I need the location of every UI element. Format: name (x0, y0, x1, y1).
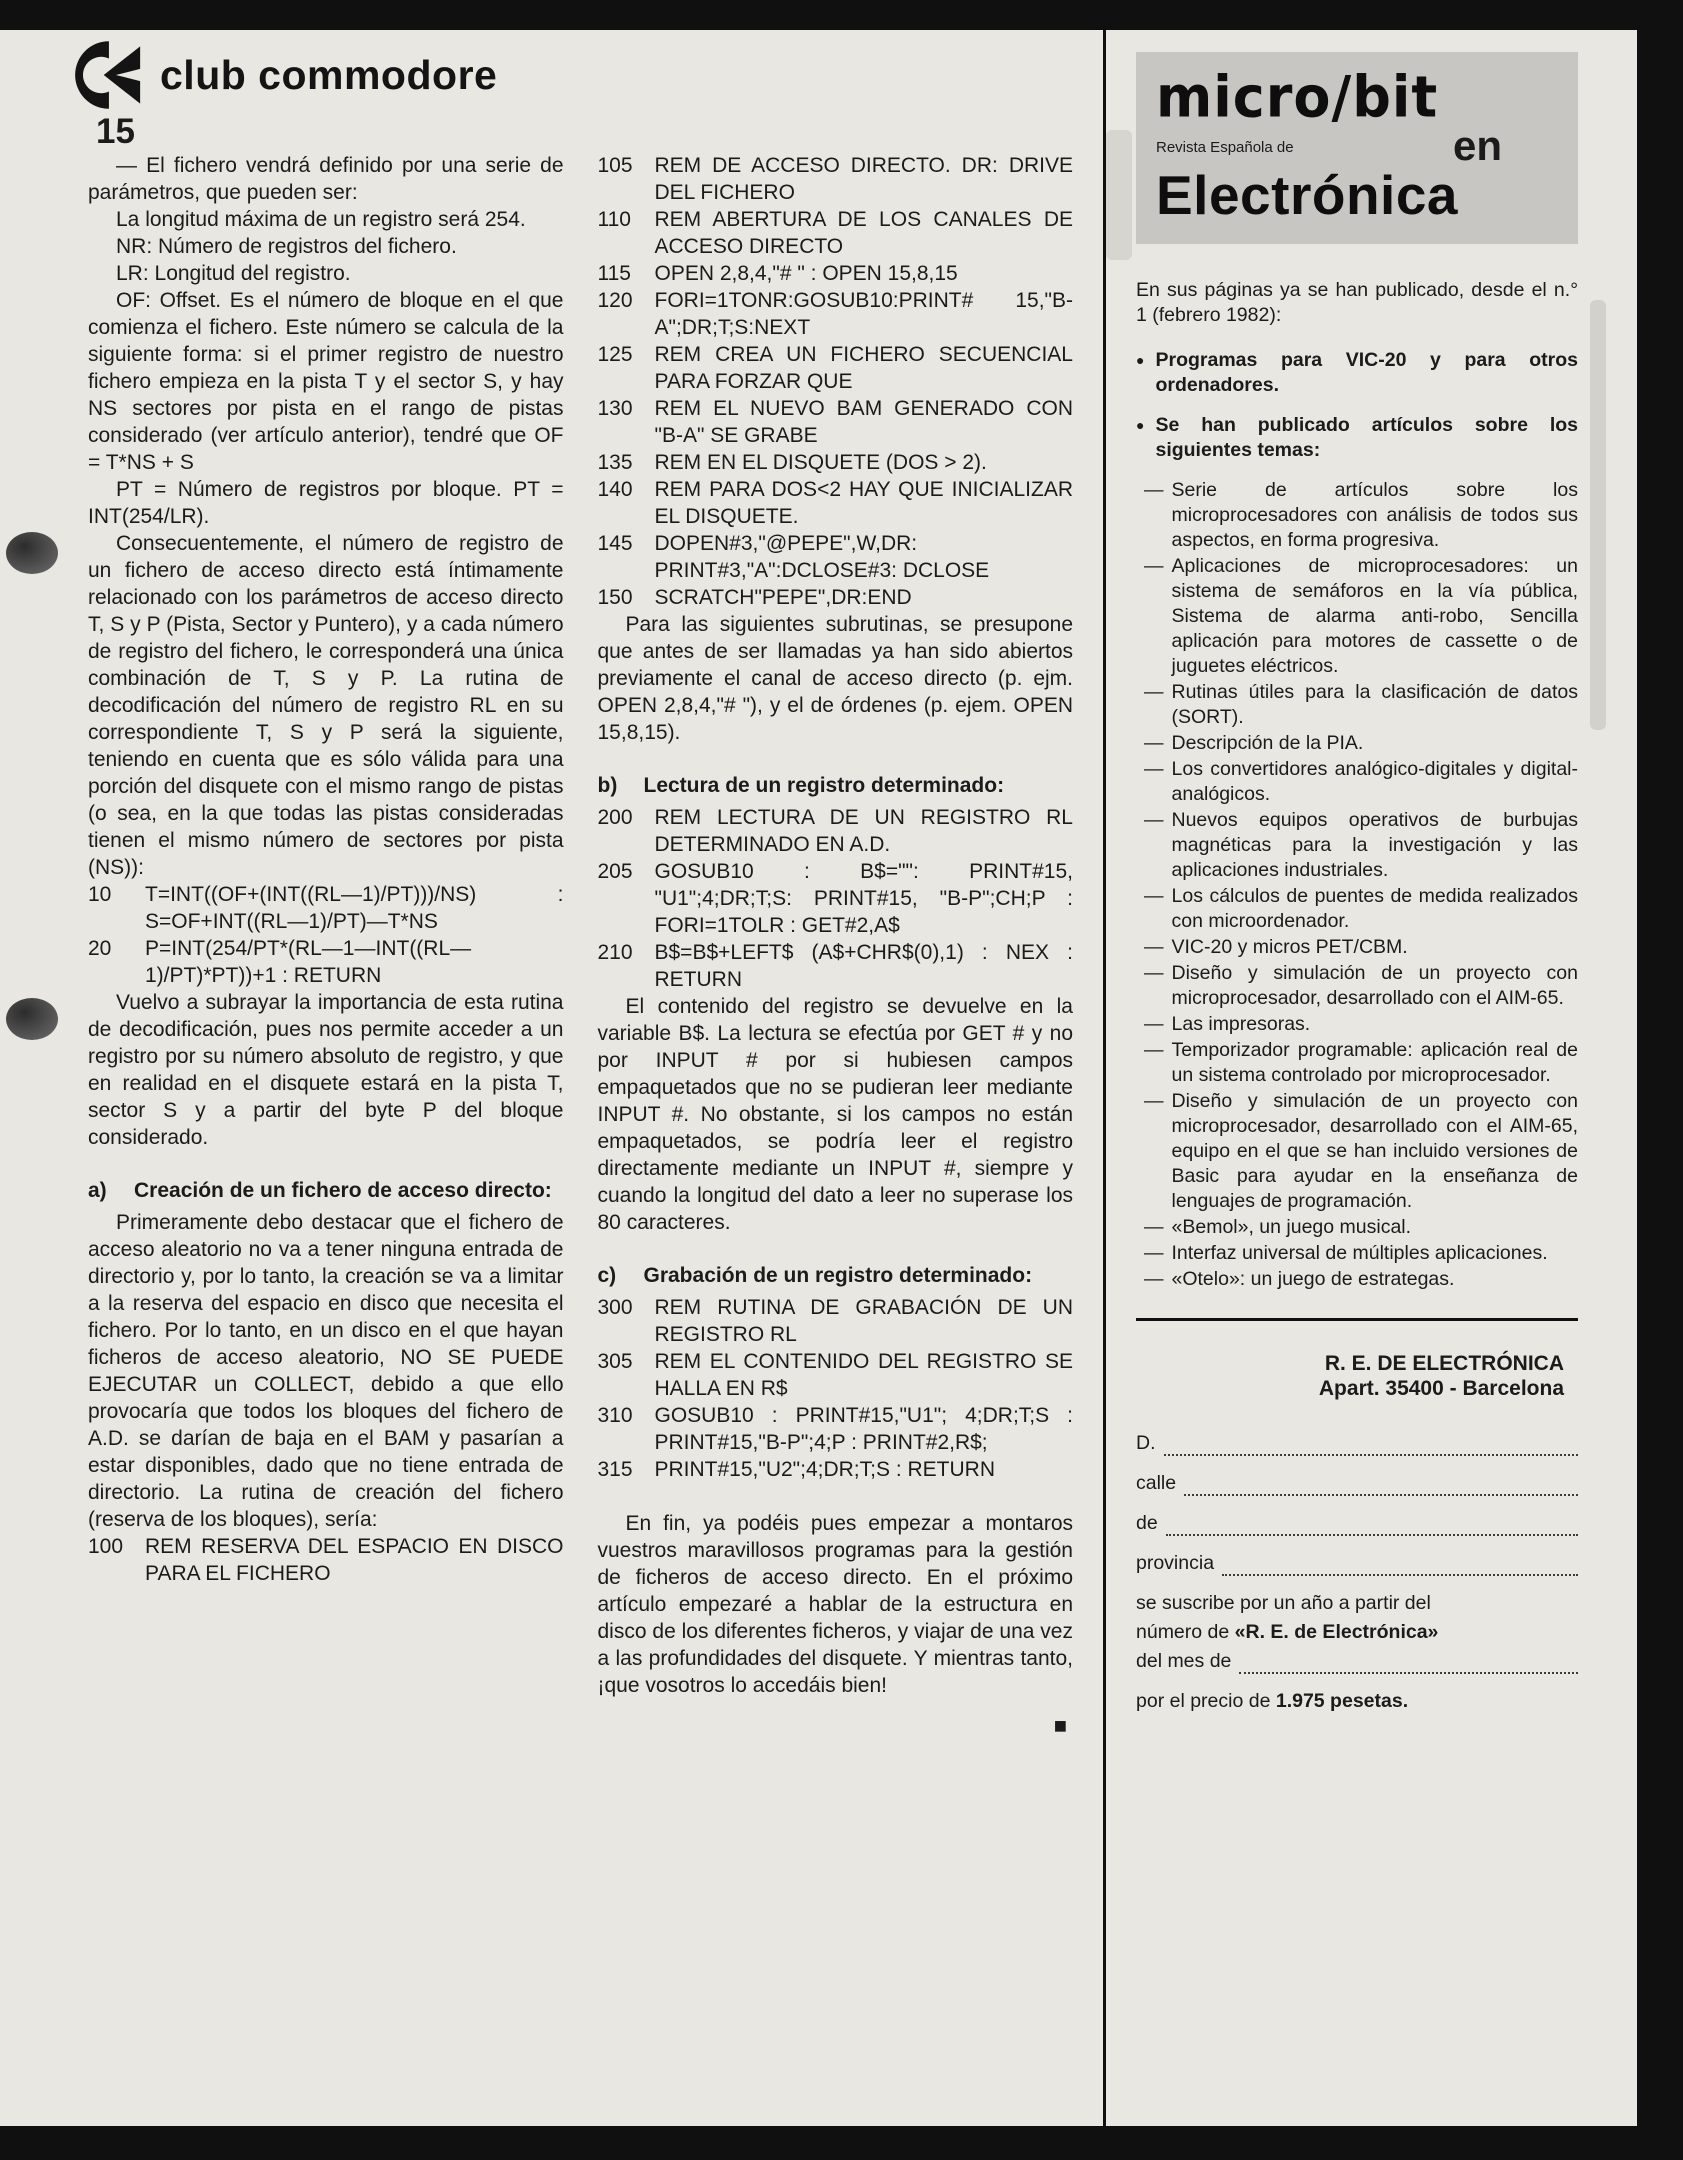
sidebar-bullet-list (1136, 348, 1578, 463)
line-number: 100 (88, 1535, 124, 1558)
form-fields (1136, 1431, 1578, 1576)
topic-item (1136, 935, 1578, 960)
line-number: 110 (597, 208, 631, 231)
top-border (0, 0, 1683, 30)
subscription-line-2 (1136, 1620, 1578, 1645)
topic-item (1136, 1267, 1578, 1292)
paragraph (598, 611, 1074, 746)
page-header (58, 36, 497, 114)
topic-text: «Otelo»: un juego de estrategas. (1171, 1268, 1455, 1290)
topic-text: Temporizador programable: aplicación real de un sistema controlado por microprocesador. (1171, 1039, 1578, 1086)
line-number: 200 (597, 806, 633, 829)
line-number: 115 (597, 262, 631, 285)
line-number: 105 (597, 154, 633, 177)
paragraph (598, 206, 1074, 260)
hole-punch-top (6, 532, 58, 574)
paragraph (88, 1533, 564, 1587)
dash-icon: — (1144, 809, 1164, 831)
line-number: a) (88, 1179, 107, 1202)
paragraph-text: REM RESERVA DEL ESPACIO EN DISCO PARA EL FICHERO (145, 1535, 564, 1585)
line-number: 20 (88, 937, 112, 960)
topic-item (1136, 1089, 1578, 1214)
paragraph-text: — El fichero vendrá definido por una serie de parámetros, que pueden ser: (88, 154, 564, 204)
paragraph (88, 287, 564, 476)
magazine-ad-sidebar (1136, 52, 1578, 1718)
dash-icon: — (1144, 732, 1164, 754)
paragraph (88, 1177, 564, 1204)
paragraph (598, 395, 1074, 449)
dash-icon: — (1144, 555, 1164, 577)
topic-text: VIC-20 y micros PET/CBM. (1171, 936, 1408, 958)
paragraph-text: OPEN 2,8,4,"# " : OPEN 15,8,15 (654, 262, 958, 285)
paragraph-text: FORI=1TONR:GOSUB10:PRINT# 15,"B-A";DR;T;S:NEXT (654, 289, 1073, 339)
paragraph (88, 260, 564, 287)
paragraph-text: En fin, ya podéis pues empezar a montaros vuestros maravillosos programas para la gestión de ficheros de acceso directo. En el próximo artículo empezaré a hablar de la estructura en disco de los diferentes ficheros, y viajar de una vez a las profundidades del disquete. Y mientras tanto, ¡que vosotros lo accedáis bien! (597, 1512, 1073, 1697)
paragraph (88, 989, 564, 1151)
paragraph-text: T=INT((OF+(INT((RL—1)/PT)))/NS) : S=OF+INT((RL—1)/PT)—T*NS (145, 883, 564, 933)
subscription-line-1: se suscribe por un año a partir del (1136, 1592, 1431, 1614)
dash-icon: — (1144, 885, 1164, 907)
article-column-2 (598, 152, 1074, 1739)
topic-text: Diseño y simulación de un proyecto con microprocesador, desarrollado con el AIM-65. (1171, 962, 1578, 1009)
bottom-border (0, 2126, 1683, 2160)
paragraph (598, 449, 1074, 476)
paragraph-text: REM DE ACCESO DIRECTO. DR: DRIVE DEL FICHERO (654, 154, 1073, 204)
dash-icon: — (1144, 1216, 1164, 1238)
topic-text: Aplicaciones de microprocesadores: un sistema de semáforos en la vía pública, Sistema de alarma anti-robo, Sencilla aplicación para motores de cassette o de juguetes eléctricos. (1171, 555, 1578, 677)
line-number: 135 (597, 451, 633, 474)
article-column-1 (88, 152, 564, 1739)
topic-text: «Bemol», un juego musical. (1171, 1216, 1412, 1238)
dotted-line (1222, 1556, 1578, 1576)
paragraph-text: Creación de un fichero de acceso directo: (134, 1179, 552, 1202)
month-field (1136, 1649, 1578, 1674)
paragraph (598, 993, 1074, 1236)
paragraph-text: NR: Número de registros del fichero. (116, 235, 457, 258)
article-column-2-paragraphs (598, 152, 1074, 1699)
paragraph-text: PRINT#15,"U2";4;DR;T;S : RETURN (654, 1458, 995, 1481)
dotted-line (1164, 1436, 1579, 1456)
paragraph (88, 530, 564, 881)
topic-item (1136, 731, 1578, 756)
topic-text: Las impresoras. (1171, 1013, 1311, 1035)
topic-item (1136, 554, 1578, 679)
dash-icon: — (1144, 1090, 1164, 1112)
article-body (88, 152, 1073, 1739)
price-value: 1.975 pesetas. (1275, 1690, 1409, 1712)
dotted-line (1239, 1654, 1578, 1674)
paragraph-text: REM RUTINA DE GRABACIÓN DE UN REGISTRO RL (654, 1296, 1073, 1346)
paragraph-text: Grabación de un registro determinado: (643, 1264, 1033, 1287)
line-number: 300 (597, 1296, 633, 1319)
paragraph-text: REM EL CONTENIDO DEL REGISTRO SE HALLA EN R$ (654, 1350, 1073, 1400)
revista-subtitle: Revista Española de (1156, 139, 1294, 156)
topic-text: Rutinas útiles para la clasificación de datos (SORT). (1171, 681, 1578, 728)
paragraph-text: REM ABERTURA DE LOS CANALES DE ACCESO DIRECTO (654, 208, 1073, 258)
topic-item (1136, 884, 1578, 934)
sidebar-topic-list (1136, 478, 1578, 1292)
dash-icon: — (1144, 1013, 1164, 1035)
paragraph (88, 881, 564, 935)
publisher-address: Apart. 35400 - Barcelona (1318, 1377, 1564, 1400)
line-number: b) (597, 774, 618, 797)
bullet-text: Programas para VIC-20 y para otros ordenadores. (1155, 349, 1578, 396)
bullet-text: Se han publicado artículos sobre los siguientes temas: (1155, 414, 1578, 461)
paragraph (598, 772, 1074, 799)
microbit-logo: micro/bit (1156, 63, 1439, 130)
line-number: 120 (597, 289, 633, 312)
paragraph-text: Para las siguientes subrutinas, se presupone que antes de ser llamadas ya han sido abiertos previamente el canal de acceso directo (p. ejm. OPEN 2,8,4,"# "), y el de órdenes (p. ejem. OPEN 15,8,15). (597, 613, 1073, 744)
dash-icon: — (1144, 479, 1164, 501)
column-divider (1103, 30, 1106, 2126)
bullet-icon: ● (1136, 352, 1145, 368)
paragraph (88, 1209, 564, 1533)
dash-icon: — (1144, 681, 1164, 703)
microbit-logo-box (1136, 52, 1578, 244)
paragraph-text: SCRATCH"PEPE",DR:END (654, 586, 912, 609)
club-commodore-title: club commodore (160, 51, 498, 98)
commodore-logo-icon (58, 36, 146, 114)
dash-icon: — (1144, 1268, 1164, 1290)
paragraph-text: REM PARA DOS<2 HAY QUE INICIALIZAR EL DISQUETE. (654, 478, 1073, 528)
topic-text: Los convertidores analógico-digitales y digital-analógicos. (1171, 758, 1578, 805)
topic-item (1136, 1215, 1578, 1240)
subscription-price-line (1136, 1689, 1578, 1714)
dotted-line (1184, 1476, 1578, 1496)
line-number: 125 (597, 343, 633, 366)
paragraph (598, 939, 1074, 993)
topic-item (1136, 757, 1578, 807)
paragraph (598, 152, 1074, 206)
subscription-line-2-text: número de (1136, 1621, 1235, 1643)
paragraph-text: OF: Offset. Es el número de bloque en el que comienza el fichero. Este número se calcula de la siguiente forma: si el primer registro de nuestro fichero empieza en la pista T y el sector S, y hay NS sectores por pista en el rango de pistas considerado (ver artículo anterior), tendré que OF = T*NS + S (88, 289, 564, 474)
line-number: 205 (597, 860, 633, 883)
paragraph-text: La longitud máxima de un registro será 254. (116, 208, 526, 231)
paragraph-text: GOSUB10 : B$="": PRINT#15, "U1";4;DR;T;S: PRINT#15, "B-P";CH;P : FORI=1TOLR : GET#2,A$ (654, 860, 1073, 937)
line-number: 140 (597, 478, 633, 501)
paragraph (88, 233, 564, 260)
topic-item (1136, 1038, 1578, 1088)
bullet-item (1136, 348, 1578, 398)
paragraph (598, 1402, 1074, 1456)
line-number: 150 (597, 586, 633, 609)
topic-text: Serie de artículos sobre los microprocesadores con análisis de todos sus aspectos, en forma progresiva. (1171, 479, 1578, 551)
paragraph (598, 260, 1074, 287)
field-label: calle (1136, 1472, 1177, 1494)
paragraph (598, 287, 1074, 341)
line-number: 305 (597, 1350, 633, 1373)
paragraph-text: REM LECTURA DE UN REGISTRO RL DETERMINADO EN A.D. (654, 806, 1073, 856)
paragraph-text: Lectura de un registro determinado: (643, 774, 1005, 797)
dash-icon: — (1144, 758, 1164, 780)
dash-icon: — (1144, 1242, 1164, 1264)
form-field (1136, 1511, 1578, 1536)
field-label: de (1136, 1512, 1158, 1534)
dash-icon: — (1144, 962, 1164, 984)
paragraph-text: Primeramente debo destacar que el fichero de acceso aleatorio no va a tener ninguna entrada de directorio y, por lo tanto, la creación se va a limitar a la reserva del espacio en disco que necesita el fichero. Por lo tanto, en un disco en el que hayan ficheros de acceso aleatorio, NO SE PUEDE EJECUTAR un COLLECT, debido a que ello provocaría que todos los bloques del fichero de A.D. se darían de baja en el BAM y pasarían a estar disponibles, dado que no tiene entrada de directorio. La rutina de creación del fichero (reserva de los bloques), sería: (88, 1211, 564, 1531)
topic-text: Los cálculos de puentes de medida realizados con microordenador. (1171, 885, 1578, 932)
paragraph (598, 804, 1074, 858)
paragraph (88, 476, 564, 530)
field-label: D. (1136, 1432, 1156, 1454)
paragraph-text: PT = Número de registros por bloque. PT = INT(254/LR). (88, 478, 564, 528)
field-label: del mes de (1136, 1650, 1232, 1672)
right-border (1637, 0, 1683, 2160)
paragraph (598, 530, 1074, 584)
form-field (1136, 1431, 1578, 1456)
topic-item (1136, 1012, 1578, 1037)
line-number: 10 (88, 883, 112, 906)
sidebar-intro: En sus páginas ya se han publicado, desde el n.° 1 (febrero 1982): (1136, 279, 1578, 326)
paragraph-text: Consecuentemente, el número de registro de un fichero de acceso directo está íntimamente relacionado con los parámetros de acceso directo T, S y P (Pista, Sector y Puntero), y a cada número de registro del fichero, le corresponderá una única combinación de T, S y P. La rutina de decodificación del número de registro RL en su correspondiente T, S y P será la siguiente, teniendo en cuenta que es sólo válida para una porción del disquete con el mismo rango de pistas (o sea, en la que todas las pistas consideradas tienen el mismo número de sectores por pista (NS)): (88, 532, 564, 879)
scan-artifact (1106, 130, 1132, 260)
subscription-form (1136, 1318, 1578, 1714)
field-label: provincia (1136, 1552, 1215, 1574)
bullet-icon: ● (1136, 417, 1145, 433)
paragraph-text: LR: Longitud del registro. (116, 262, 351, 285)
paragraph-text: REM CREA UN FICHERO SECUENCIAL PARA FORZAR QUE (654, 343, 1073, 393)
publisher-name: R. E. DE ELECTRÓNICA (1324, 1352, 1564, 1375)
paragraph (88, 935, 564, 989)
paragraph (598, 1348, 1074, 1402)
topic-text: Diseño y simulación de un proyecto con microprocesador, desarrollado con el AIM-65, equipo en el que se han incluido versiones de Basic para ayudar en la enseñanza de lenguajes de programación. (1171, 1090, 1578, 1212)
logo-en-word: en (1452, 122, 1502, 169)
topic-item (1136, 680, 1578, 730)
line-number: 315 (597, 1458, 633, 1481)
paragraph-text: El contenido del registro se devuelve en la variable B$. La lectura se efectúa por GET # y no por INPUT # por si hubiesen campos empaquetados que no se pudieran leer mediante INPUT #. No obstante, si los campos no están empaquetados, se podría leer el registro directamente mediante un INPUT #, siempre y cuando la longitud del dato a leer no superase los 80 caracteres. (597, 995, 1073, 1234)
paragraph-text: REM EL NUEVO BAM GENERADO CON "B-A" SE GRABE (654, 397, 1073, 447)
paragraph-text: DOPEN#3,"@PEPE",W,DR: PRINT#3,"A":DCLOSE#3: DCLOSE (654, 532, 990, 582)
bullet-item (1136, 413, 1578, 463)
paragraph (598, 1262, 1074, 1289)
paragraph (598, 1510, 1074, 1699)
line-number: 210 (597, 941, 633, 964)
paragraph-text: Vuelvo a subrayar la importancia de esta rutina de decodificación, pues nos permite acceder a un registro por su número absoluto de registro, y que en realidad en el disquete estará en la pista T, sector S y a partir del byte P del bloque considerado. (88, 991, 564, 1149)
hole-punch-bottom (6, 998, 58, 1040)
line-number: 130 (597, 397, 633, 420)
paragraph (598, 1456, 1074, 1483)
dash-icon: — (1144, 936, 1164, 958)
paragraph-text: P=INT(254/PT*(RL—1—INT((RL—1)/PT)*PT))+1 : RETURN (145, 937, 472, 987)
paragraph (598, 584, 1074, 611)
topic-text: Descripción de la PIA. (1171, 732, 1364, 754)
dotted-line (1166, 1516, 1578, 1536)
form-field (1136, 1551, 1578, 1576)
topic-item (1136, 1241, 1578, 1266)
line-number: 145 (597, 532, 633, 555)
price-line-text: por el precio de (1136, 1690, 1276, 1712)
logo-subtitle-row (1156, 122, 1558, 169)
line-number: 310 (597, 1404, 633, 1427)
topic-item (1136, 478, 1578, 553)
electronica-logo: Electrónica (1156, 164, 1459, 226)
paragraph-text: B$=B$+LEFT$ (A$+CHR$(0),1) : NEX : RETURN (654, 941, 1073, 991)
form-field (1136, 1471, 1578, 1496)
scan-artifact (1590, 300, 1606, 730)
paragraph (88, 206, 564, 233)
topic-text: Interfaz universal de múltiples aplicaciones. (1171, 1242, 1548, 1264)
paragraph (598, 476, 1074, 530)
topic-text: Nuevos equipos operativos de burbujas magnéticas para la investigación y las aplicaciones industriales. (1171, 809, 1578, 881)
dash-icon: — (1144, 1039, 1164, 1061)
line-number: c) (597, 1264, 617, 1287)
topic-item (1136, 961, 1578, 1011)
paragraph-text: REM EN EL DISQUETE (DOS > 2). (654, 451, 987, 474)
article-end-marker: ■ (1053, 1713, 1067, 1738)
topic-item (1136, 808, 1578, 883)
paragraph (88, 152, 564, 206)
paragraph-text: GOSUB10 : PRINT#15,"U1"; 4;DR;T;S : PRINT#15,"B-P";4;P : PRINT#2,R$; (654, 1404, 1073, 1454)
paragraph (598, 341, 1074, 395)
paragraph (598, 858, 1074, 939)
paragraph (598, 1294, 1074, 1348)
magazine-name: «R. E. de Electrónica» (1234, 1621, 1439, 1643)
page-number: 15 (96, 112, 135, 151)
